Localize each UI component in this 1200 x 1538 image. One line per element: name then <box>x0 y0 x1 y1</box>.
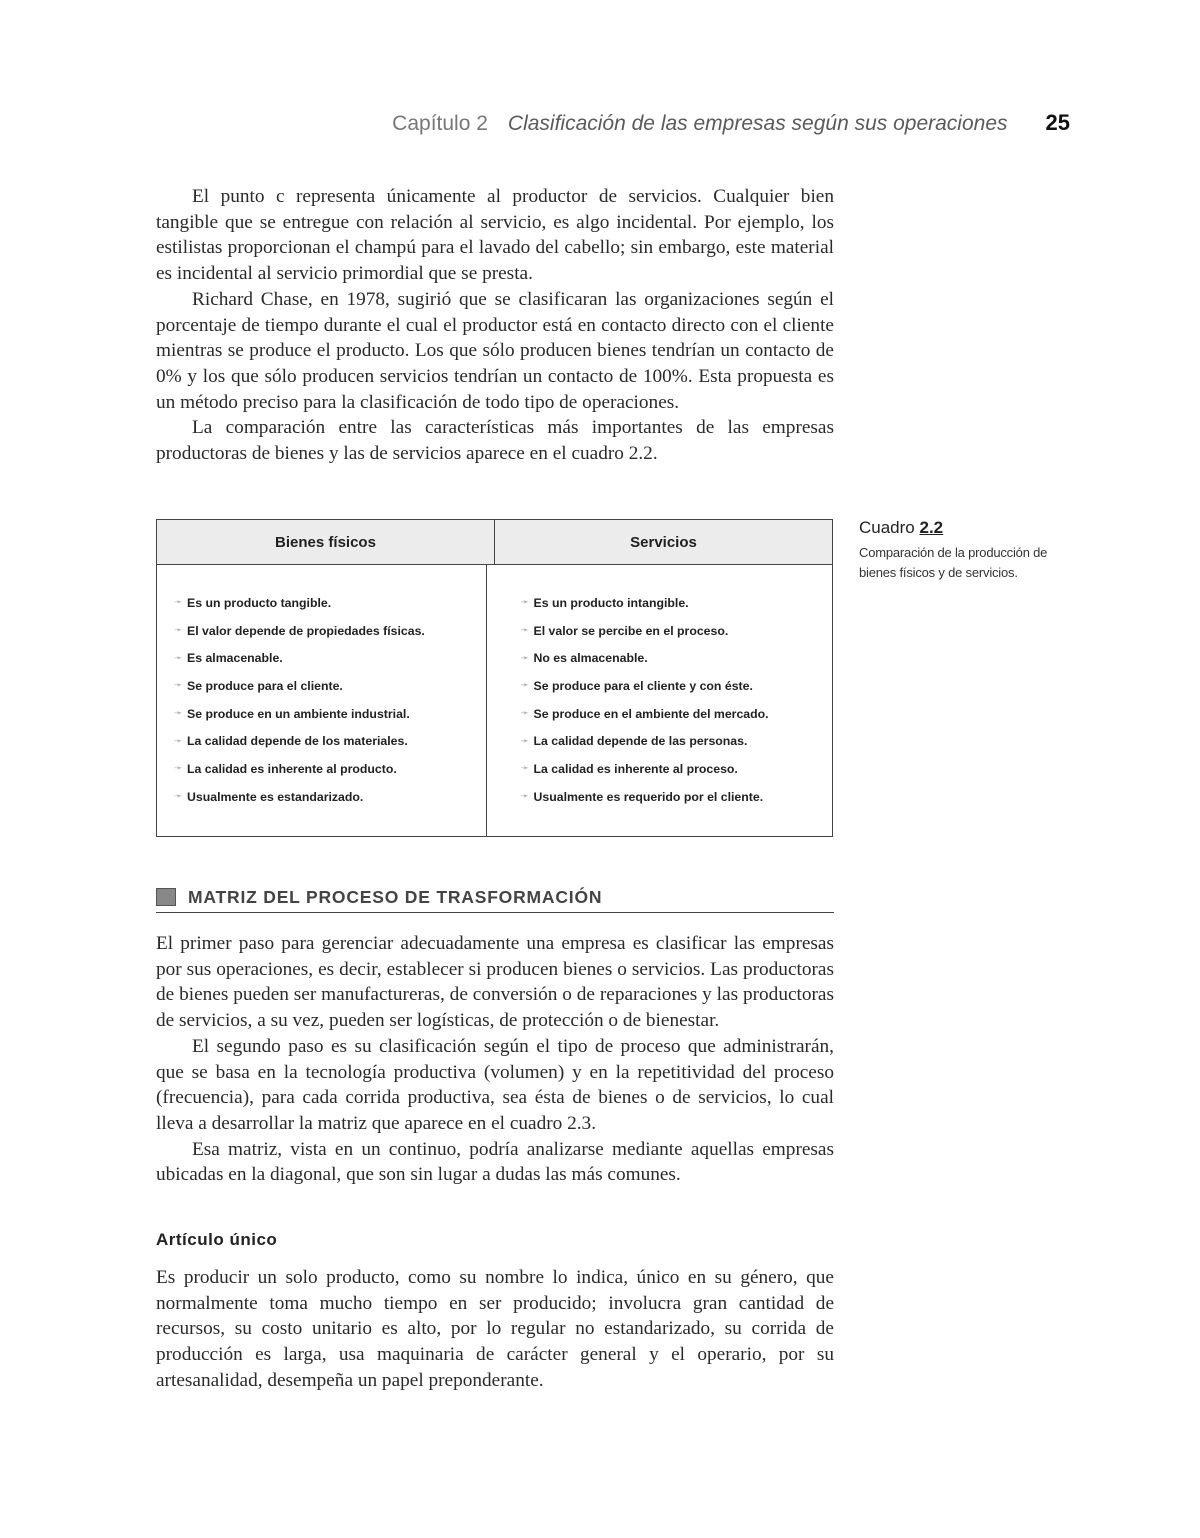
list-item-text: El valor se percibe en el proceso. <box>533 623 729 638</box>
list-item <box>521 644 833 672</box>
arrow-bullet-icon: ➛ <box>174 625 183 637</box>
column-servicios <box>486 565 833 836</box>
square-bullet-icon <box>156 888 176 906</box>
intro-paragraph-3: La comparación entre las características más importantes de las empresas productoras de bienes y las de servicios aparece en el cuadro 2.2. <box>156 417 834 465</box>
table-header-row <box>157 520 832 565</box>
column-bienes <box>157 565 486 836</box>
arrow-bullet-icon: ➛ <box>520 763 529 775</box>
subsection-title: Artículo único <box>156 1230 278 1249</box>
list-item <box>174 589 486 617</box>
list-item-text: La calidad depende de los materiales. <box>187 734 408 749</box>
arrow-bullet-icon: ➛ <box>174 680 183 692</box>
list-item-text: Usualmente es estandarizado. <box>187 789 364 804</box>
list-item <box>521 755 833 783</box>
list-item-text: Se produce en el ambiente del mercado. <box>533 706 769 721</box>
section-paragraph-1: El primer paso para gerenciar adecuadamente una empresa es clasificar las empresas por sus operaciones, es decir, establecer si producen bienes o servicios. Las productoras de bienes pueden ser manufactureras, de conversión o de reparaciones y las productoras de servicios, a su vez, pueden ser logísticas, de protección o de bienestar. <box>156 933 834 1032</box>
list-item-text: Es almacenable. <box>187 651 283 666</box>
list-item <box>521 617 833 645</box>
list-item-text: No es almacenable. <box>533 651 648 666</box>
list-item-text: Es un producto tangible. <box>187 595 332 610</box>
intro-paragraph-2: Richard Chase, en 1978, sugirió que se clasificaran las organizaciones según el porcentaje de tiempo durante el cual el productor está en contacto directo con el cliente mientras se produce el producto. Los que sólo producen bienes tendrían un contacto de 0% y los que sólo producen servicios tendrían un contacto de 100%. Esta propuesta es un método preciso para la clasificación de todo tipo de operaciones. <box>156 288 834 413</box>
list-item-text: La calidad depende de las personas. <box>533 734 748 749</box>
arrow-bullet-icon: ➛ <box>520 791 529 803</box>
arrow-bullet-icon: ➛ <box>520 625 529 637</box>
section-title: MATRIZ DEL PROCESO DE TRASFORMACIÓN <box>188 886 603 907</box>
table-caption <box>859 518 1069 583</box>
list-item-text: Se produce para el cliente. <box>187 678 343 693</box>
arrow-bullet-icon: ➛ <box>174 597 183 609</box>
list-item <box>174 672 486 700</box>
column-header-servicios: Servicios <box>494 520 832 564</box>
arrow-bullet-icon: ➛ <box>520 652 529 664</box>
list-item-text: Se produce para el cliente y con éste. <box>533 678 753 693</box>
arrow-bullet-icon: ➛ <box>520 735 529 747</box>
list-item <box>521 700 833 728</box>
comparison-table <box>156 519 833 837</box>
arrow-bullet-icon: ➛ <box>520 680 529 692</box>
table-body-row <box>157 565 832 836</box>
arrow-bullet-icon: ➛ <box>520 708 529 720</box>
list-item <box>174 727 486 755</box>
subsection-paragraph-1: Es producir un solo producto, como su nombre lo indica, único en su género, que normalmente toma mucho tiempo en ser producido; involucra gran cantidad de recursos, su costo unitario es alto, por lo regular no estandarizado, su corrida de producción es larga, usa maquinaria de carácter general y el operario, por su artesanalidad, desempeña un papel preponderante. <box>156 1267 834 1391</box>
list-item-text: La calidad es inherente al proceso. <box>533 761 738 776</box>
running-header <box>392 110 1070 136</box>
list-item-text: Usualmente es requerido por el cliente. <box>533 789 764 804</box>
caption-title <box>859 518 1069 538</box>
caption-number: 2.2 <box>919 518 944 537</box>
arrow-bullet-icon: ➛ <box>174 708 183 720</box>
list-item <box>521 783 833 811</box>
list-item <box>174 617 486 645</box>
arrow-bullet-icon: ➛ <box>174 735 183 747</box>
chapter-subtitle: Clasificación de las empresas según sus operaciones <box>507 112 1008 135</box>
arrow-bullet-icon: ➛ <box>174 791 183 803</box>
section-paragraph-3: Esa matriz, vista en un continuo, podría analizarse mediante aquellas empresas ubicadas en la diagonal, que son sin lugar a dudas las más comunes. <box>156 1138 834 1186</box>
page-number: 25 <box>1045 110 1070 135</box>
subsection-text <box>156 1265 834 1394</box>
list-item <box>521 589 833 617</box>
list-item <box>174 700 486 728</box>
list-item <box>174 783 486 811</box>
intro-paragraph-1: El punto c representa únicamente al productor de servicios. Cualquier bien tangible que se entregue con relación al servicio, es algo incidental. Por ejemplo, los estilistas proporcionan el champú para el lavado del cabello; sin embargo, este material es incidental al servicio primordial que se presta. <box>156 186 834 285</box>
list-item-text: Es un producto intangible. <box>533 595 689 610</box>
chapter-label: Capítulo 2 <box>392 112 488 135</box>
section-paragraph-2: El segundo paso es su clasificación según el tipo de proceso que administrarán, que se basa en la tecnología productiva (volumen) y en la repetitividad del proceso (frecuencia), para cada corrida productiva, sea ésta de bienes o de servicios, lo cual lleva a desarrollar la matriz que aparece en el cuadro 2.3. <box>156 1035 834 1134</box>
section-text <box>156 931 834 1188</box>
list-item-text: Se produce en un ambiente industrial. <box>187 706 410 721</box>
list-item <box>521 727 833 755</box>
column-header-bienes: Bienes físicos <box>275 533 376 551</box>
list-item <box>174 755 486 783</box>
list-item-text: El valor depende de propiedades físicas. <box>187 623 425 638</box>
section-heading <box>156 884 834 913</box>
arrow-bullet-icon: ➛ <box>520 597 529 609</box>
arrow-bullet-icon: ➛ <box>174 652 183 664</box>
caption-text: Comparación de la producción de bienes físicos y de servicios. <box>859 545 1048 580</box>
list-item <box>174 644 486 672</box>
intro-text <box>156 184 834 467</box>
arrow-bullet-icon: ➛ <box>174 763 183 775</box>
caption-label: Cuadro <box>859 518 915 537</box>
list-item-text: La calidad es inherente al producto. <box>187 761 397 776</box>
list-item <box>521 672 833 700</box>
